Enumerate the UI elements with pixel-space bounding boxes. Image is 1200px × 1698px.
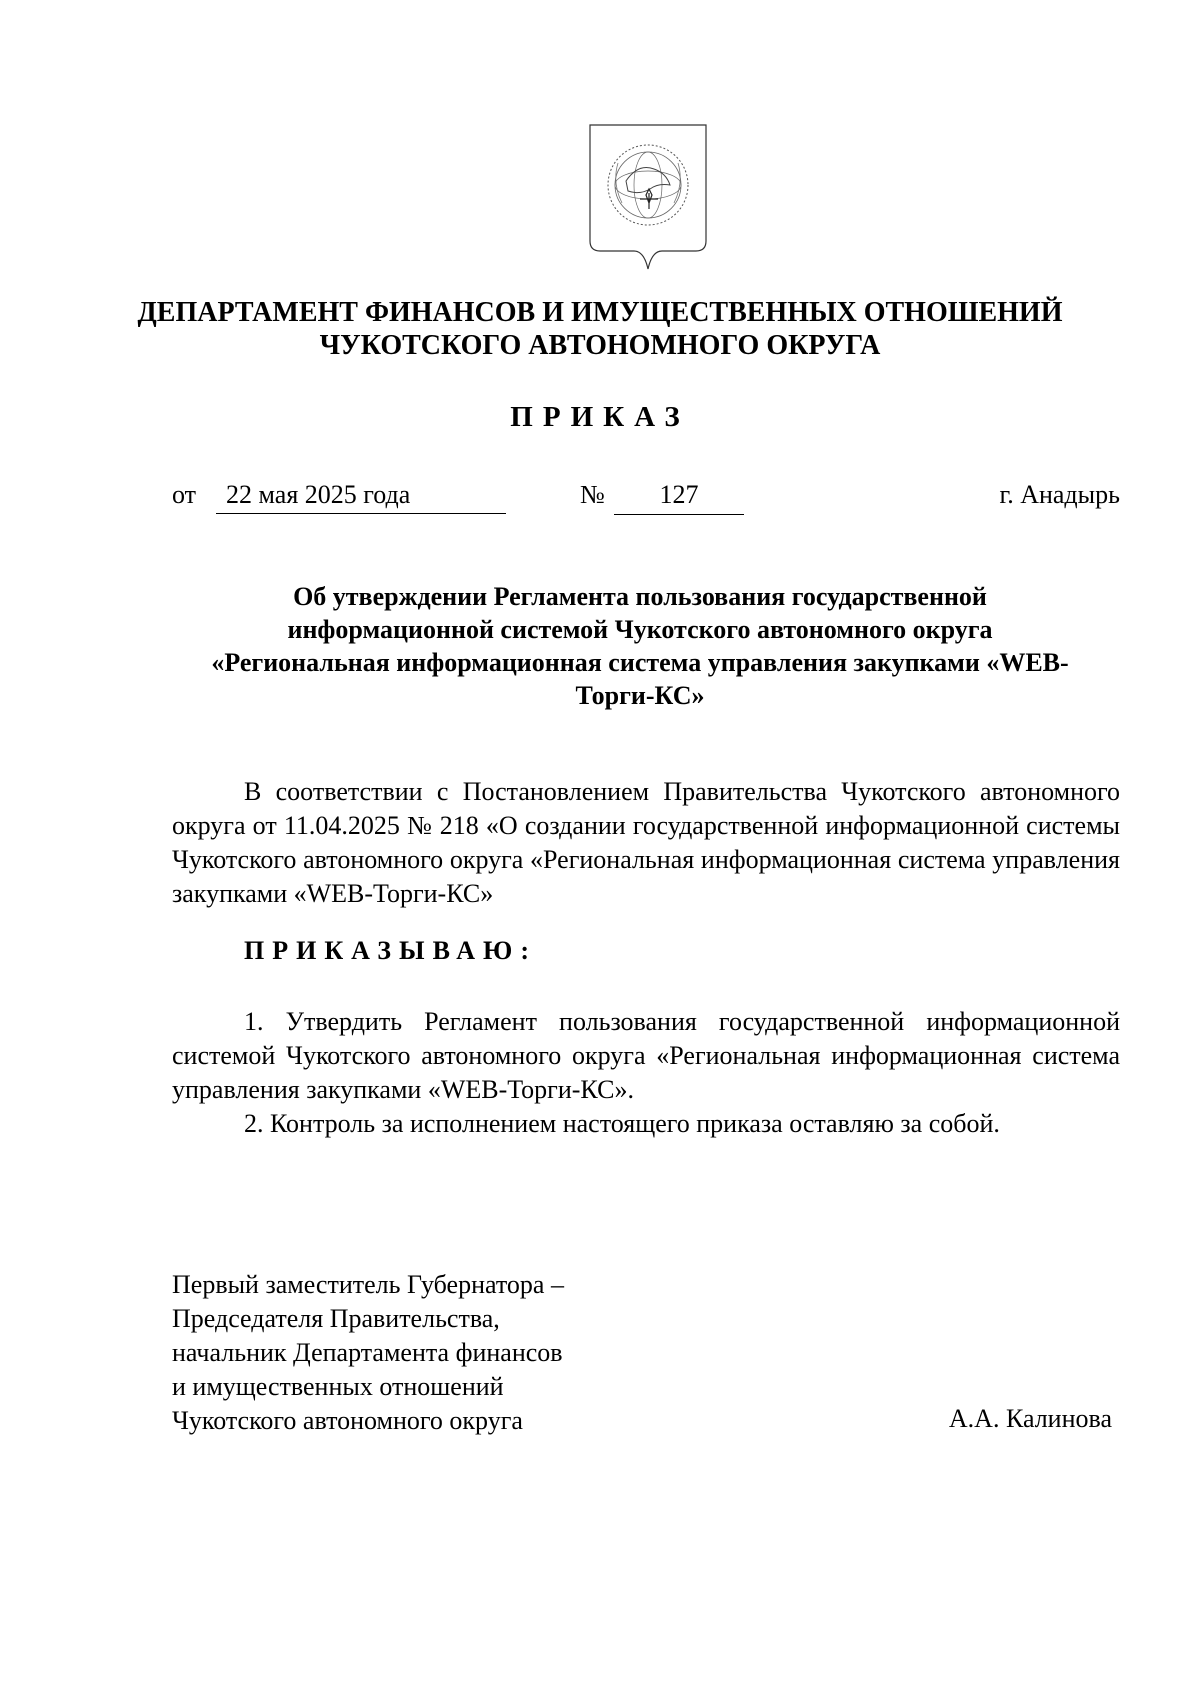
signer-position-line-3: начальник Департамента финансов <box>172 1338 563 1367</box>
signer-position-line-2: Председателя Правительства, <box>172 1304 500 1333</box>
order-item-1: 1. Утвердить Регламент пользования государственной информационной системой Чукотского автономного округа «Региональная информационная система управления закупками «WEB-Торги-КС». <box>172 1007 1120 1104</box>
from-label: от <box>172 480 197 509</box>
subject-line-4: Торги-КС» <box>575 681 705 710</box>
order-word: ПРИКАЗЫВАЮ: <box>244 936 537 965</box>
document-type-title: ПРИКАЗ <box>510 401 690 433</box>
department-line-2: ЧУКОТСКОГО АВТОНОМНОГО ОКРУГА <box>319 330 881 361</box>
department-heading <box>0 296 1200 362</box>
order-items <box>172 1005 1120 1141</box>
document-meta-row <box>172 480 1120 516</box>
order-item-2: 2. Контроль за исполнением настоящего приказа оставляю за собой. <box>244 1109 1000 1138</box>
signer-position-line-4: и имущественных отношений <box>172 1372 504 1401</box>
document-subject <box>160 580 1120 712</box>
document-city: г. Анадырь <box>999 480 1120 509</box>
number-label: № <box>580 480 605 509</box>
signer-position <box>172 1268 652 1438</box>
signer-position-line-1: Первый заместитель Губернатора – <box>172 1270 564 1299</box>
department-line-1: ДЕПАРТАМЕНТ ФИНАНСОВ И ИМУЩЕСТВЕННЫХ ОТНОШЕНИЙ <box>137 297 1063 328</box>
document-number: 127 <box>614 480 744 515</box>
document-date: 22 мая 2025 года <box>216 480 506 514</box>
chukotka-coat-of-arms-icon <box>588 123 708 271</box>
subject-line-1: Об утверждении Регламента пользования государственной <box>293 582 987 611</box>
preamble-paragraph <box>172 775 1120 911</box>
subject-line-3: «Региональная информационная система управления закупками «WEB- <box>211 648 1069 677</box>
signer-position-line-5: Чукотского автономного округа <box>172 1406 523 1435</box>
signer-name: А.А. Калинова <box>948 1404 1112 1433</box>
preamble-text: В соответствии с Постановлением Правительства Чукотского автономного округа от 11.04.2025 № 218 «О создании государственной информационной системы Чукотского автономного округа «Региональная информационная система управления закупками «WEB-Торги-КС» <box>172 777 1120 908</box>
subject-line-2: информационной системой Чукотского автономного округа <box>287 615 993 644</box>
